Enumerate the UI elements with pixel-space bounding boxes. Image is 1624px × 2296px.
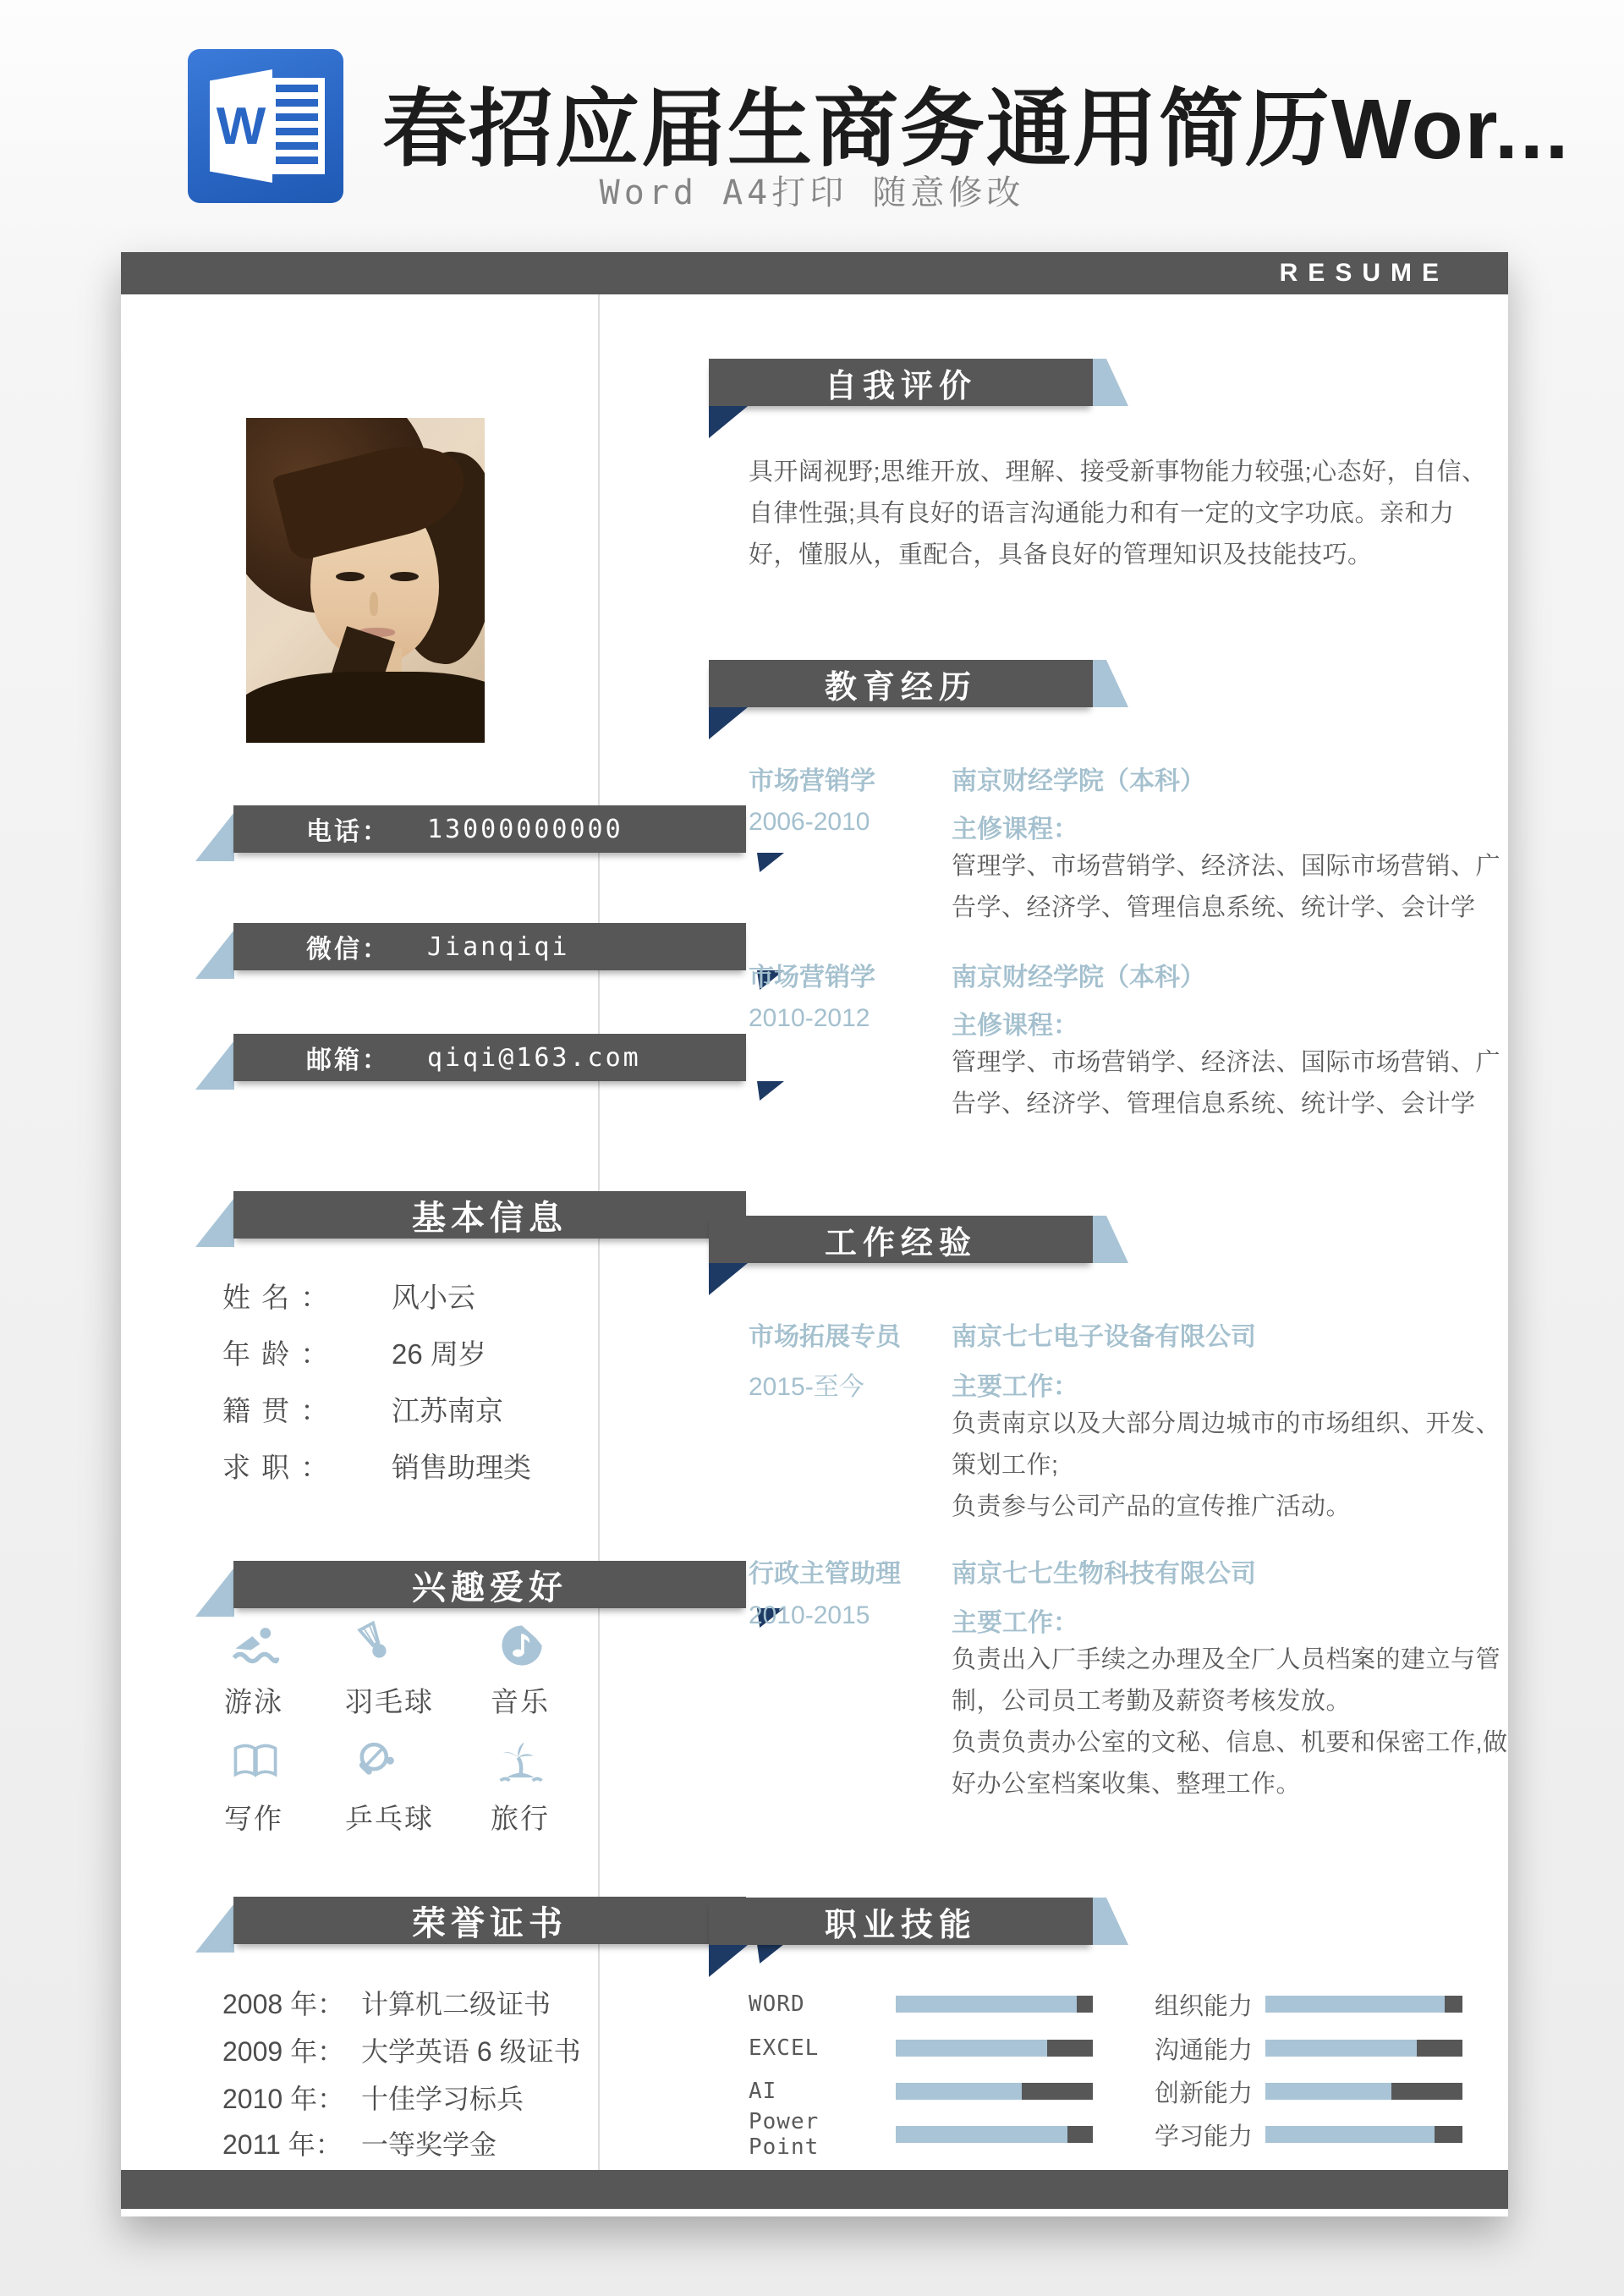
work-title: 工作经验 [709,1216,1093,1263]
info-row-age: 年 龄 ： 26 周岁 [222,1338,486,1370]
ribbon-fold [709,1263,748,1295]
info-row-job-target: 求 职 ： 销售助理类 [222,1452,531,1483]
edu2-courses: 管理学、市场营销学、经济法、国际市场营销、广告学、经济学、管理信息系统、统计学、会计学 [952,1049,1501,1118]
contact-phone [195,805,787,882]
interest-writing: 写作 [224,1738,351,1837]
section-skills-header [709,1898,1301,1982]
skill-bar-fill [1265,2126,1435,2143]
ribbon-fold [709,1945,748,1977]
ribbon-flag [1093,1898,1128,1945]
skill-ai: AI [749,2079,1093,2104]
ribbon-flag [1093,660,1128,707]
interest-swimming: 游泳 [224,1621,351,1720]
work1-task1: 负责南京以及大部分周边城市的市场组织、开发、策划工作; [952,1410,1501,1479]
skill-bar-fill [1265,2083,1391,2100]
skill-learning: 学习能力 [1155,2122,1462,2147]
skill-bar-fill [896,1996,1077,2013]
edu1-courses: 管理学、市场营销学、经济法、国际市场营销、广告学、经济学、管理信息系统、统计学、会计学 [952,853,1501,921]
edu2-period: 2010-2012 [749,1004,870,1032]
edu1-school: 南京财经学院（本科） [952,767,1205,795]
interests-title: 兴趣爱好 [233,1561,746,1608]
honors-title: 荣誉证书 [233,1897,746,1944]
skill-word: WORD [749,1991,1093,2017]
resume-footer-bar [121,2170,1508,2209]
edu2-courses-label: 主修课程： [952,1012,1078,1040]
education-title: 教育经历 [709,660,1093,707]
info-row-hometown: 籍 贯 ： 江苏南京 [222,1395,503,1426]
honor-row: 2008 年： 计算机二级证书 [222,1989,551,2019]
page-title: 春招应届生商务通用简历Wor... [382,82,1571,177]
resume-page [121,252,1508,2216]
skill-excel: EXCEL [749,2035,1093,2061]
ribbon-triangle [195,1903,234,1953]
self-evaluation-title: 自我评价 [709,359,1093,406]
edu2-major: 市场营销学 [749,964,875,991]
section-basic-info-header [195,1191,787,1267]
swimming-icon [231,1621,280,1670]
phone-value: 13000000000 [427,814,623,844]
ribbon-flag [1093,359,1128,406]
interest-pingpong: 乒乓球 [345,1738,472,1837]
word-logo-doc-lines [269,78,325,174]
ribbon-triangle [195,1568,234,1617]
self-evaluation-text: 具开阔视野;思维开放、理解、接受新事物能力较强;心态好，自信、自律性强;具有良好的语言沟通能力和有一定的文字功底。亲和力好，懂服从，重配合，具备良好的管理知识及技能技巧。 [749,459,1487,569]
contact-wechat [195,923,787,999]
word-logo-letter: W [216,96,266,156]
contact-email [195,1034,787,1110]
ribbon-triangle [195,812,234,861]
work2-tasks-label: 主要工作： [952,1609,1078,1637]
section-honors-header [195,1897,787,1973]
ribbon-triangle [195,1041,234,1090]
interest-travel: 旅行 [491,1738,617,1837]
wechat-value: Jianqiqi [427,931,570,962]
resume-badge: RESUME [1279,259,1449,287]
section-work-header [709,1216,1301,1300]
edu1-major: 市场营销学 [749,767,875,795]
music-icon [497,1621,546,1670]
interest-badminton: 羽毛球 [345,1621,472,1720]
ribbon-triangle [195,930,234,979]
work2-task2: 负责负责办公室的文秘、信息、机要和保密工作,做好办公室档案收集、整理工作。 [952,1729,1508,1798]
section-self-evaluation-header [709,359,1301,443]
skill-bar-fill [896,2040,1047,2057]
ribbon-fold [709,707,748,739]
profile-photo [246,418,485,743]
ribbon-flag [1093,1216,1128,1263]
work2-role: 行政主管助理 [749,1560,901,1588]
resume-top-bar [121,252,1508,294]
interest-music: 音乐 [491,1621,617,1720]
badminton-icon [352,1621,401,1670]
ribbon-triangle [195,1198,234,1247]
wechat-label: 微信： [306,936,390,964]
email-value: qiqi@163.com [427,1042,641,1073]
skills-title: 职业技能 [709,1898,1093,1945]
skill-bar-fill [1265,2040,1417,2057]
basic-info-title: 基本信息 [233,1191,746,1239]
skill-innovation: 创新能力 [1155,2079,1462,2104]
honor-row: 2011 年： 一等奖学金 [222,2129,497,2160]
pingpong-icon [352,1738,401,1787]
page-subtitle: Word A4打印 随意修改 [599,173,1025,212]
work2-task1: 负责出入厂手续之办理及全厂人员档案的建立与管制，公司员工考勤及薪资考核发放。 [952,1646,1501,1715]
ribbon-fold [757,853,784,872]
writing-icon [231,1738,280,1787]
skill-organization: 组织能力 [1155,1991,1462,2017]
skill-communication: 沟通能力 [1155,2035,1462,2061]
info-row-name: 姓 名 ： 风小云 [222,1282,475,1313]
edu2-school: 南京财经学院（本科） [952,964,1205,991]
work1-period: 2015-至今 [749,1373,864,1401]
skill-bar-fill [1265,1996,1445,2013]
work1-company: 南京七七电子设备有限公司 [952,1323,1256,1351]
ribbon-fold [757,1081,784,1101]
edu1-courses-label: 主修课程： [952,816,1078,843]
edu1-period: 2006-2010 [749,808,870,836]
work1-role: 市场拓展专员 [749,1323,901,1351]
work2-period: 2010-2015 [749,1601,870,1629]
ribbon-fold [709,406,748,438]
phone-label: 电话： [306,818,390,846]
email-label: 邮箱： [306,1046,390,1074]
skill-bar-fill [896,2083,1022,2100]
honor-row: 2010 年： 十佳学习标兵 [222,2084,524,2114]
section-education-header [709,660,1301,744]
work1-task2: 负责参与公司产品的宣传推广活动。 [952,1493,1352,1520]
skill-bar-fill [896,2126,1067,2143]
work2-company: 南京七七生物科技有限公司 [952,1560,1256,1588]
honor-row: 2009 年： 大学英语 6 级证书 [222,2036,581,2067]
travel-icon [497,1738,546,1787]
skill-powerpoint: Power Point [749,2122,1093,2147]
work1-tasks-label: 主要工作： [952,1373,1078,1401]
